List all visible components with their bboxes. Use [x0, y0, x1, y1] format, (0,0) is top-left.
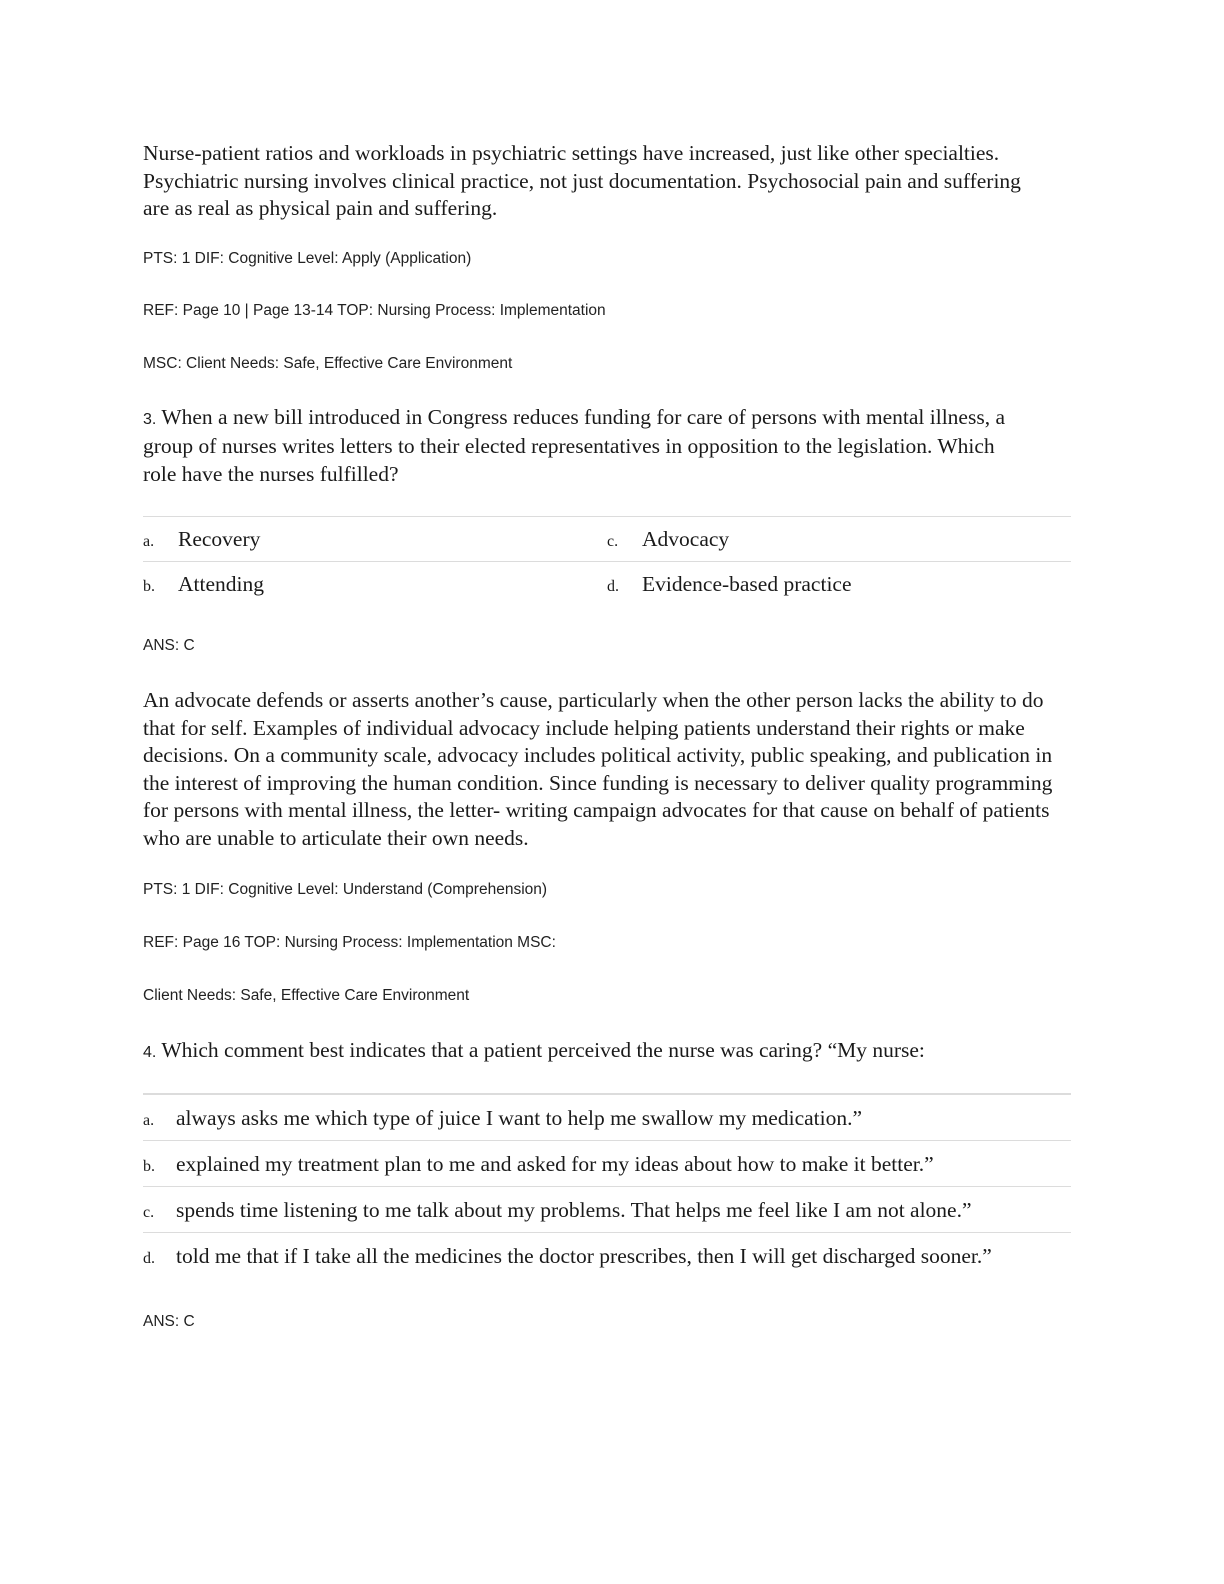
option-letter: d.	[607, 578, 619, 595]
document-page	[143, 140, 1073, 1332]
option-letter: a.	[143, 533, 155, 550]
previous-msc: MSC: Client Needs: Safe, Effective Care Environment	[143, 354, 513, 372]
question-3-ref-top: REF: Page 16 TOP: Nursing Process: Implementation MSC:	[143, 934, 556, 951]
option-d[interactable]	[607, 572, 1071, 597]
option-c[interactable]	[607, 527, 1071, 552]
option-letter: a.	[143, 1111, 155, 1129]
option-letter: b.	[143, 1157, 155, 1175]
option-d[interactable]	[143, 1233, 1071, 1278]
option-text: spends time listening to me talk about my problems. That helps me feel like I am not alone.”	[176, 1197, 972, 1222]
option-text: Advocacy	[642, 526, 730, 551]
option-a[interactable]	[143, 1095, 1071, 1141]
previous-pts-dif: PTS: 1 DIF: Cognitive Level: Apply (Application)	[143, 249, 472, 267]
option-a[interactable]	[143, 527, 607, 552]
question-3-rationale: An advocate defends or asserts another’s cause, particularly when the other person lacks the ability to do that for self. Examples of individual advocacy include helping patients understand their rights or make decisions. On a community scale, advocacy includes political activity, public speaking, and publication in the interest of improving the human condition. Since funding is necessary to deliver quality programming for persons with mental illness, the letter- writing campaign advocates for that cause on behalf of patients who are unable to articulate their own needs.	[143, 688, 1053, 850]
option-text: explained my treatment plan to me and asked for my ideas about how to make it better.”	[176, 1151, 934, 1176]
option-b[interactable]	[143, 1141, 1071, 1187]
previous-ref-top: REF: Page 10 | Page 13-14 TOP: Nursing Process: Implementation	[143, 301, 606, 319]
option-text: Recovery	[178, 526, 261, 551]
question-3-answer: ANS: C	[143, 637, 195, 654]
option-text: Evidence-based practice	[642, 571, 852, 596]
options-row	[143, 517, 1071, 561]
question-3-pts-dif: PTS: 1 DIF: Cognitive Level: Understand (Comprehension)	[143, 881, 548, 898]
option-letter: c.	[607, 533, 619, 550]
question-3-number: 3.	[143, 410, 157, 428]
question-3-stem	[143, 404, 1023, 489]
option-text: told me that if I take all the medicines the doctor prescribes, then I will get discharged sooner.”	[176, 1243, 992, 1268]
option-letter: d.	[143, 1249, 155, 1267]
option-text: always asks me which type of juice I want to help me swallow my medication.”	[176, 1105, 863, 1130]
option-b[interactable]	[143, 572, 607, 597]
question-4-stem	[143, 1037, 1043, 1067]
question-4-number: 4.	[143, 1044, 157, 1061]
option-text: Attending	[178, 571, 264, 596]
question-3-text: When a new bill introduced in Congress reduces funding for care of persons with mental illness, a group of nurses writes letters to their elected representatives in opposition to the legislation. Which role have the nurses fulfilled?	[143, 404, 1005, 486]
question-3-options	[143, 516, 1071, 606]
option-c[interactable]	[143, 1187, 1071, 1233]
question-4-options	[143, 1093, 1071, 1278]
question-4-text: Which comment best indicates that a patient perceived the nurse was caring? “My nurse:	[161, 1038, 925, 1062]
previous-rationale: Nurse-patient ratios and workloads in psychiatric settings have increased, just like other specialties. Psychiatric nursing involves clinical practice, not just documentation. Psychosocial pain and suffering are as real as physical pain and suffering.	[143, 141, 1021, 220]
options-row	[143, 561, 1071, 606]
option-letter: b.	[143, 578, 155, 595]
question-3-msc: Client Needs: Safe, Effective Care Environment	[143, 987, 470, 1004]
option-letter: c.	[143, 1203, 155, 1221]
question-4-answer: ANS: C	[143, 1312, 195, 1330]
